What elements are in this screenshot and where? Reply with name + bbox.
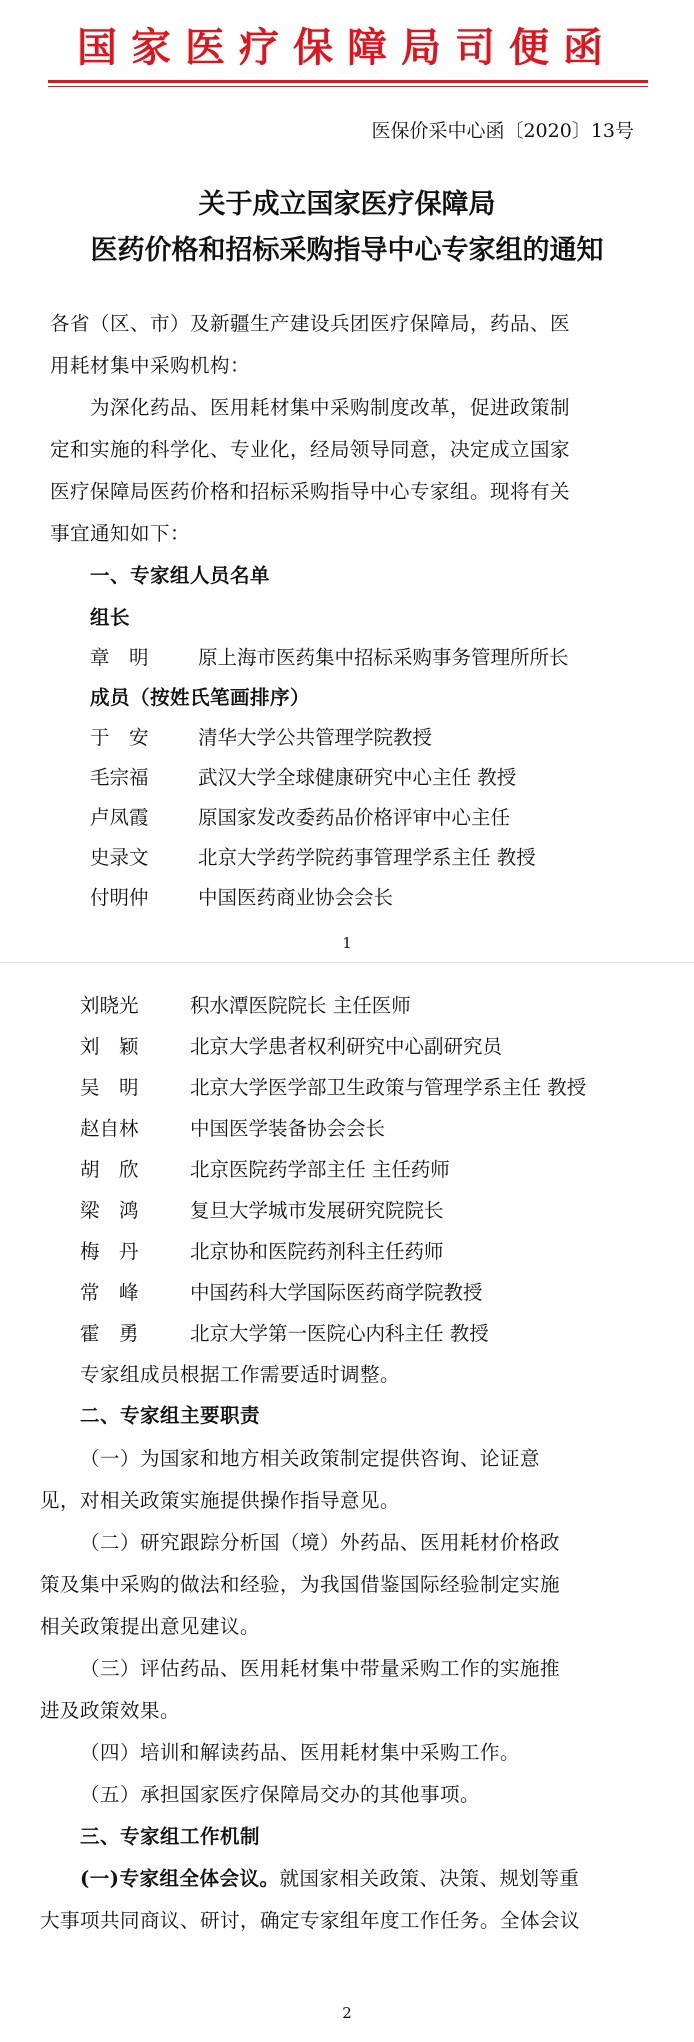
leader-name: 章 明 [90, 646, 149, 669]
member-role: 北京大学医学部卫生政策与管理学系主任 教授 [190, 1076, 587, 1099]
member-role: 中国药科大学国际医药商学院教授 [190, 1281, 483, 1304]
member-name: 梁 鸿 [80, 1199, 139, 1222]
intro-line-2: 定和实施的科学化、专业化，经局领导同意，决定成立国家 [50, 438, 571, 461]
member-role: 北京大学患者权利研究中心副研究员 [190, 1035, 503, 1058]
duty-3-line-1: （三）评估药品、医用耗材集中带量采购工作的实施推 [80, 1657, 561, 1680]
member-name: 赵自林 [80, 1117, 139, 1140]
member-role: 复旦大学城市发展研究院院长 [190, 1199, 444, 1222]
section2-heading: 二、专家组主要职责 [80, 1404, 261, 1427]
member-role: 清华大学公共管理学院教授 [198, 726, 433, 749]
member-name: 卢凤霞 [90, 806, 149, 829]
duty-3-line-2: 进及政策效果。 [40, 1699, 181, 1722]
section3-heading: 三、专家组工作机制 [80, 1825, 261, 1848]
duty-5: （五）承担国家医疗保障局交办的其他事项。 [80, 1783, 481, 1806]
page-separator [0, 962, 694, 963]
document-number: 医保价采中心函〔2020〕13号 [371, 120, 634, 142]
letterhead-rule-thick [48, 80, 648, 83]
member-role: 中国医学装备协会会长 [190, 1117, 386, 1140]
member-name: 刘晓光 [80, 994, 139, 1017]
duty-1-line-1: （一）为国家和地方相关政策制定提供咨询、论证意 [80, 1447, 541, 1470]
letterhead-title: 国家医疗保障局司便函 [77, 25, 617, 71]
intro-line-1: 为深化药品、医用耗材集中采购制度改革，促进政策制 [90, 396, 571, 419]
member-name: 刘 颖 [80, 1035, 139, 1058]
duty-2-line-3: 相关政策提出意见建议。 [40, 1615, 261, 1638]
member-name: 吴 明 [80, 1076, 139, 1099]
member-name: 霍 勇 [80, 1322, 139, 1345]
member-name: 梅 丹 [80, 1240, 139, 1263]
mechanism-1-rest: 就国家相关政策、决策、规划等重 [279, 1867, 580, 1890]
member-role: 北京协和医院药剂科主任药师 [190, 1240, 444, 1263]
member-name: 常 峰 [80, 1281, 139, 1304]
duty-2-line-1: （二）研究跟踪分析国（境）外药品、医用耗材价格政 [80, 1531, 561, 1554]
intro-line-3: 医疗保障局医药价格和招标采购指导中心专家组。现将有关 [50, 480, 571, 503]
member-role: 原国家发改委药品价格评审中心主任 [198, 806, 511, 829]
salutation-line-1: 各省（区、市）及新疆生产建设兵团医疗保障局，药品、医 [50, 312, 571, 335]
salutation-line-2: 用耗材集中采购机构： [50, 354, 251, 377]
member-role: 中国医药商业协会会长 [198, 886, 394, 909]
page-number-2: 2 [342, 2004, 352, 2022]
member-role: 北京大学第一医院心内科主任 教授 [190, 1322, 489, 1345]
members-label: 成员（按姓氏笔画排序） [90, 686, 311, 709]
title-line-2: 医药价格和招标采购指导中心专家组的通知 [90, 235, 604, 266]
adjust-note: 专家组成员根据工作需要适时调整。 [80, 1363, 401, 1386]
mechanism-1-lead: (一)专家组全体会议。 [80, 1867, 280, 1890]
leader-label: 组长 [90, 606, 131, 629]
duty-4: （四）培训和解读药品、医用耗材集中采购工作。 [80, 1741, 521, 1764]
letterhead-rule-thin [48, 86, 648, 87]
duty-1-line-2: 见，对相关政策实施提供操作指导意见。 [40, 1489, 401, 1512]
mechanism-1-line-1 [80, 1863, 579, 1891]
member-name: 胡 欣 [80, 1158, 139, 1181]
leader-role: 原上海市医药集中招标采购事务管理所所长 [198, 646, 569, 669]
intro-line-4: 事宜通知如下： [50, 522, 191, 545]
title-line-1: 关于成立国家医疗保障局 [198, 189, 496, 220]
member-name: 毛宗福 [90, 766, 149, 789]
member-name: 于 安 [90, 726, 149, 749]
member-role: 积水潭医院院长 主任医师 [190, 994, 411, 1017]
section1-heading: 一、专家组人员名单 [90, 564, 271, 587]
page-number-1: 1 [342, 934, 352, 952]
member-role: 北京医院药学部主任 主任药师 [190, 1158, 450, 1181]
member-role: 北京大学药学院药事管理学系主任 教授 [198, 846, 536, 869]
duty-2-line-2: 策及集中采购的做法和经验，为我国借鉴国际经验制定实施 [40, 1573, 561, 1596]
mechanism-1-line-2: 大事项共同商议、研讨，确定专家组年度工作任务。全体会议 [40, 1909, 581, 1932]
member-name: 付明仲 [90, 886, 149, 909]
member-name: 史录文 [90, 846, 149, 869]
member-role: 武汉大学全球健康研究中心主任 教授 [198, 766, 517, 789]
